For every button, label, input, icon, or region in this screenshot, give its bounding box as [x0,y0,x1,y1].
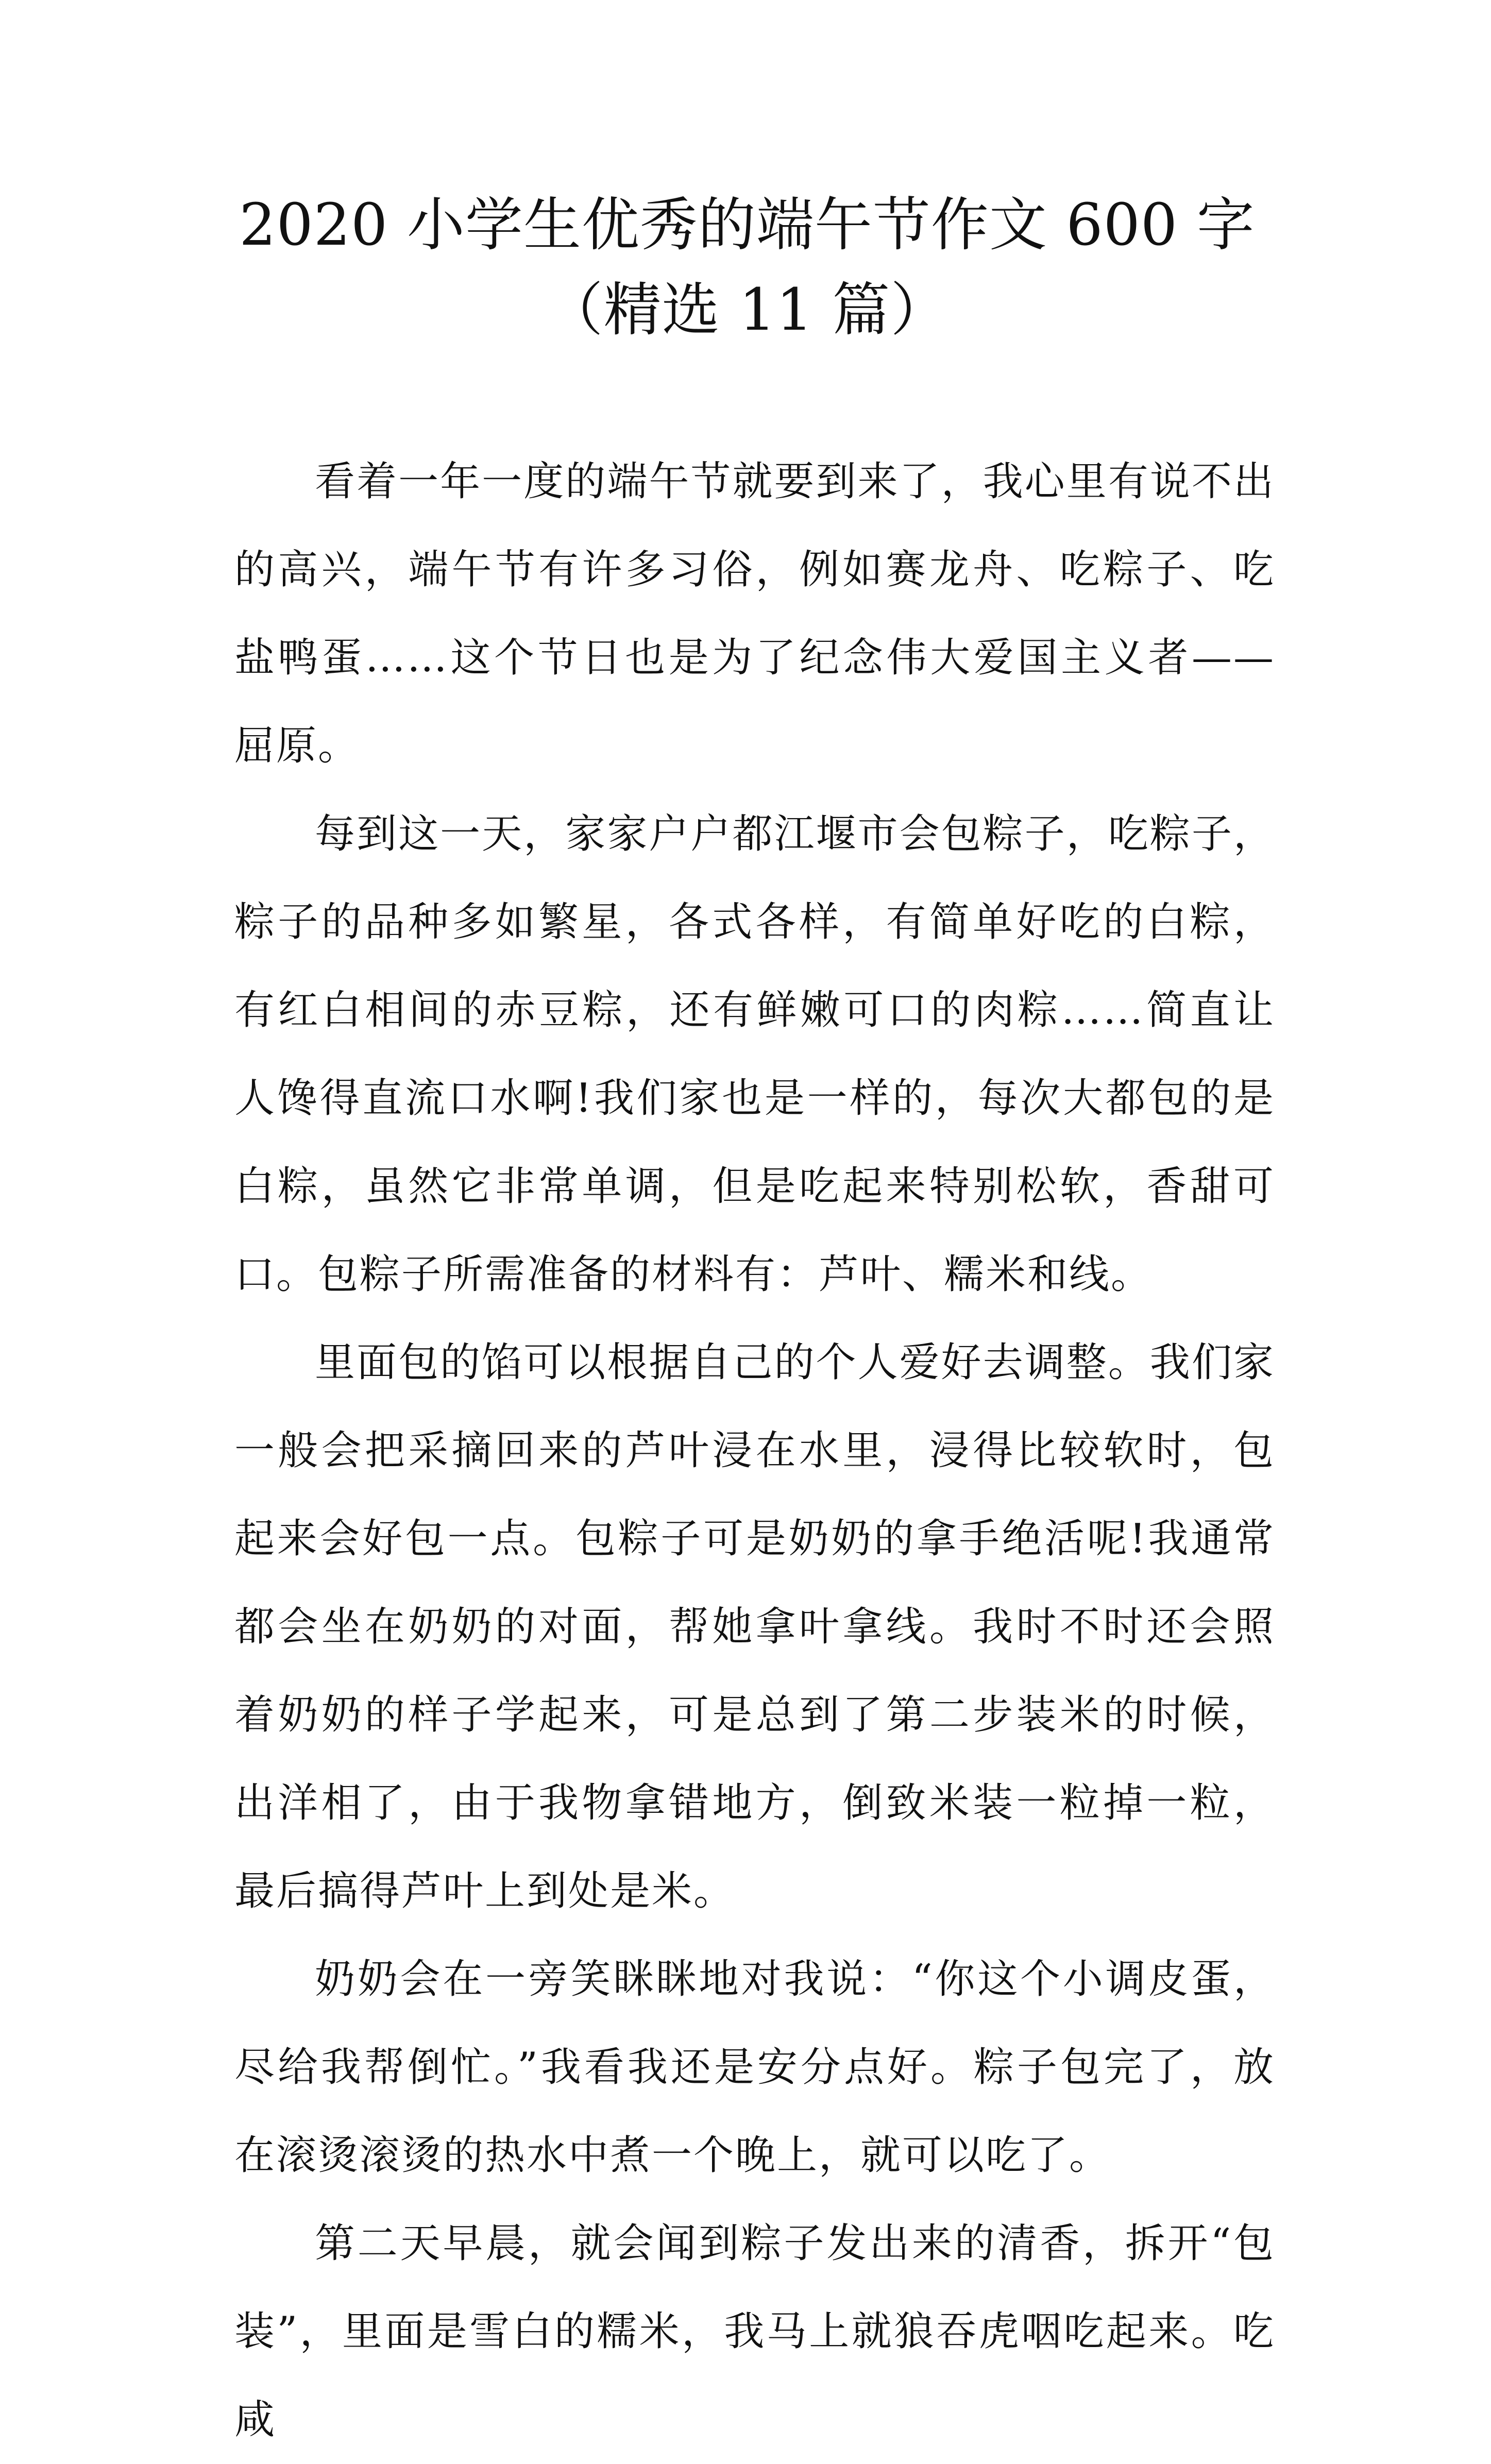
document-title: 2020 小学生优秀的端午节作文 600 字（精选 11 篇） [239,192,1255,344]
paragraph: 奶奶会在一旁笑眯眯地对我说：“你这个小调皮蛋，尽给我帮倒忙。”我看我还是安分点好。粽子包完了，放在滚烫滚烫的热水中煮一个晚上，就可以吃了。 [234,1956,1275,2179]
paragraph: 里面包的馅可以根据自己的个人爱好去调整。我们家一般会把采摘回来的芦叶浸在水里，浸得比较软时，包起来会好包一点。包粽子可是奶奶的拿手绝活呢!我通常都会坐在奶奶的对面，帮她拿叶拿线。我时不时还会照着奶奶的样子学起来，可是总到了第二步装米的时候，出洋相了，由于我物拿错地方，倒致米装一粒掉一粒，最后搞得芦叶上到处是米。 [234,1339,1275,1914]
paragraph: 每到这一天，家家户户都江堰市会包粽子，吃粽子，粽子的品种多如繁星，各式各样，有简单好吃的白粽，有红白相间的赤豆粽，还有鲜嫩可口的肉粽……简直让人馋得直流口水啊!我们家也是一样的，每次大都包的是白粽，虽然它非常单调，但是吃起来特别松软，香甜可口。包粽子所需准备的材料有：芦叶、糯米和线。 [234,811,1275,1298]
paragraph: 看着一年一度的端午节就要到来了，我心里有说不出的高兴，端午节有许多习俗，例如赛龙舟、吃粽子、吃盐鸭蛋……这个节日也是为了纪念伟大爱国主义者——屈原。 [234,458,1275,769]
document-body [234,438,1275,2464]
paragraph: 第二天早晨，就会闻到粽子发出来的清香，拆开“包装”，里面是雪白的糯米，我马上就狼吞虎咽吃起来。吃咸 [234,2220,1275,2443]
